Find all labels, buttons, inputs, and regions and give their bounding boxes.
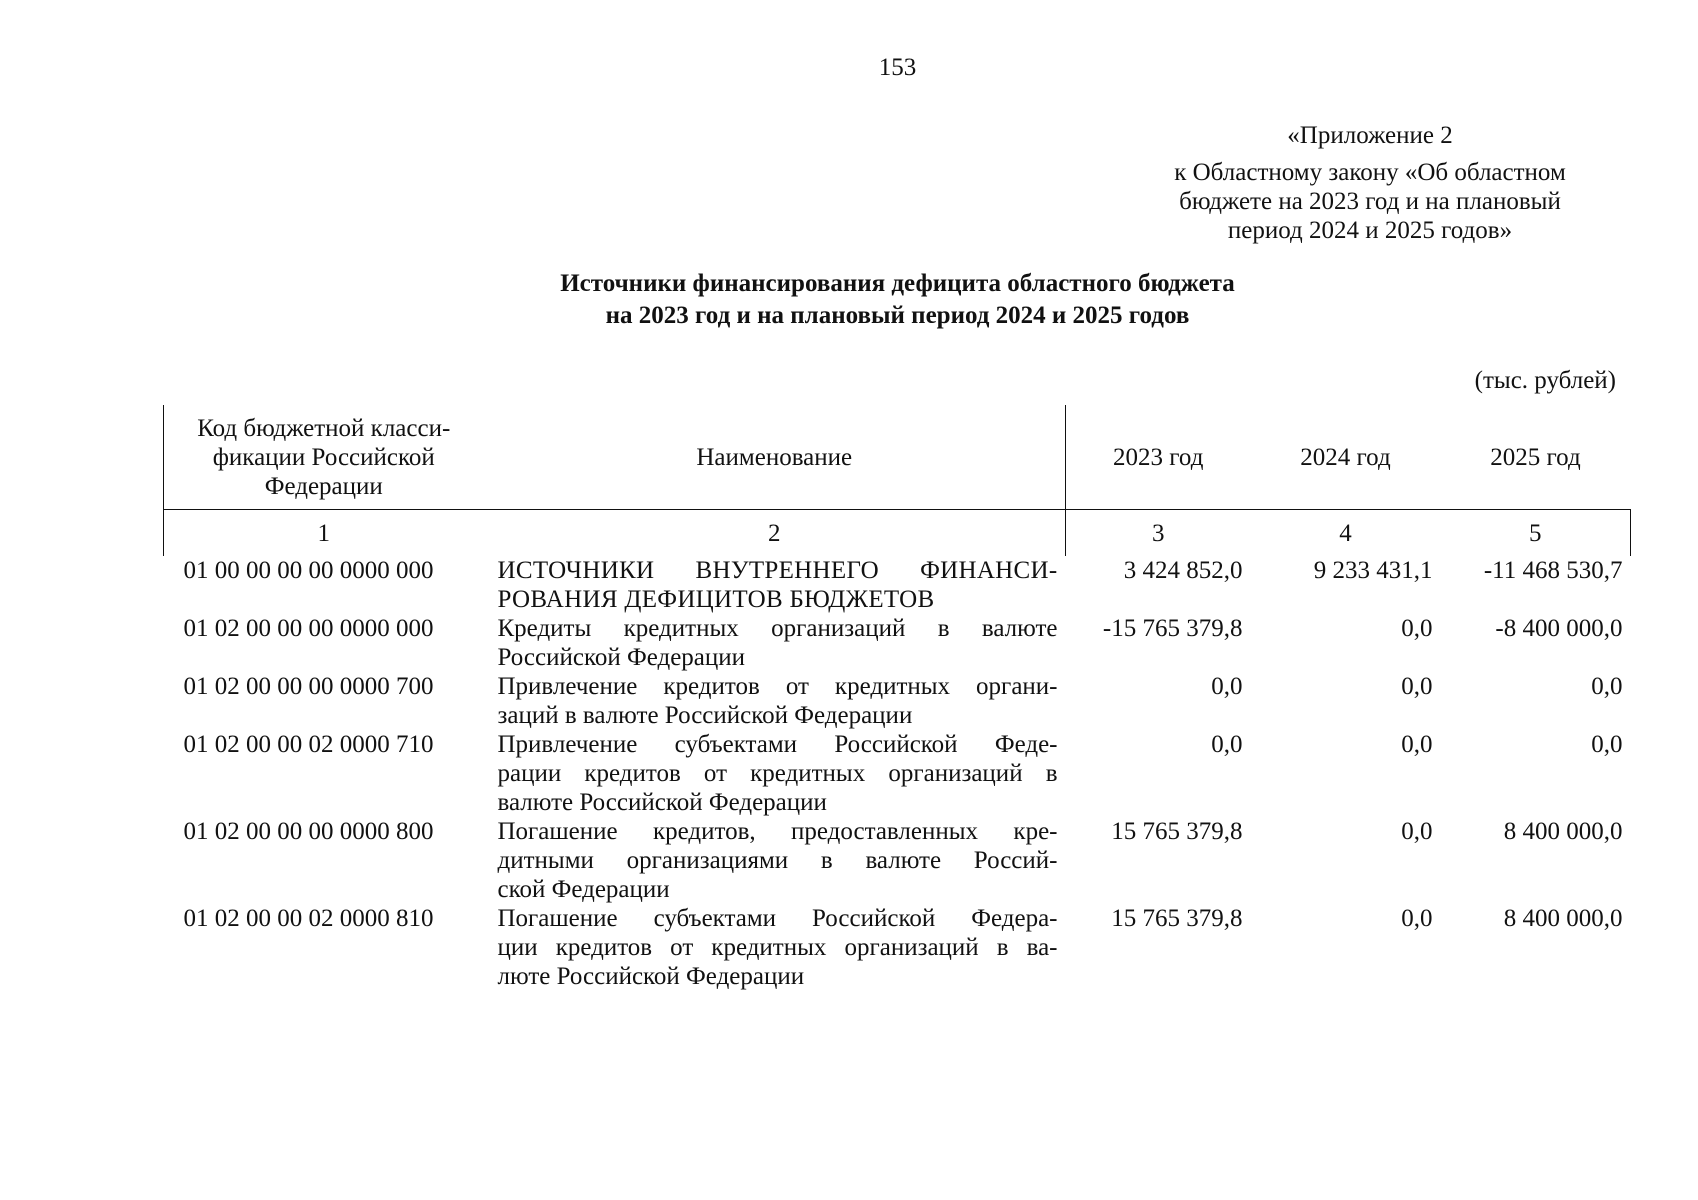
appendix-reference-line: к Областному закону «Об областном — [1174, 159, 1566, 186]
amount-2023: 3 424 852,0 — [1123, 557, 1243, 584]
header-2025: 2025 год — [1490, 443, 1581, 471]
header-code-line: Федерации — [264, 472, 383, 500]
appendix-title: «Приложение 2 — [1287, 122, 1453, 149]
budget-code: 01 02 00 00 00 0000 700 — [183, 673, 434, 700]
column-number: 4 — [1251, 510, 1441, 557]
document-title-line: на 2023 год и на плановый период 2024 и 2025 годов — [605, 302, 1190, 329]
source-name-line: рации кредитов от кредитных организаций в — [497, 760, 1058, 787]
source-name-line: ской Федерации — [497, 876, 670, 903]
table-row — [164, 730, 1631, 817]
amount-2025: -8 400 000,0 — [1495, 615, 1623, 642]
source-name — [484, 730, 1066, 817]
source-name — [484, 672, 1066, 730]
source-name-line: Погашение кредитов, предоставленных кре- — [497, 818, 1058, 845]
table-header-row — [164, 405, 1631, 510]
source-name-line: валюте Российской Федерации — [497, 789, 827, 816]
column-number: 2 — [484, 510, 1066, 557]
source-name-line: Погашение субъектами Российской Федера- — [497, 905, 1058, 932]
source-name-line: Привлечение кредитов от кредитных органи- — [497, 673, 1058, 700]
amount-2024: 0,0 — [1401, 905, 1433, 932]
table-row — [164, 904, 1631, 991]
financing-sources-table — [163, 405, 1631, 991]
source-name-line: дитными организациями в валюте Россий- — [497, 847, 1058, 874]
source-name-line: Привлечение субъектами Российской Феде- — [497, 731, 1058, 758]
source-name — [484, 904, 1066, 991]
source-name — [484, 614, 1066, 672]
source-name-line: заций в валюте Российской Федерации — [497, 702, 913, 729]
source-name — [484, 556, 1066, 614]
header-code-line: фикации Российской — [212, 443, 435, 471]
source-name-line: РОВАНИЯ ДЕФИЦИТОВ БЮДЖЕТОВ — [497, 586, 935, 613]
budget-code: 01 00 00 00 00 0000 000 — [183, 557, 434, 584]
column-number: 5 — [1441, 510, 1631, 557]
source-name-line: ции кредитов от кредитных организаций в ва- — [497, 934, 1058, 961]
amount-2025: 8 400 000,0 — [1503, 818, 1623, 845]
budget-code: 01 02 00 00 00 0000 800 — [183, 818, 434, 845]
source-name-line: Российской Федерации — [497, 644, 746, 671]
table-row — [164, 672, 1631, 730]
column-number: 1 — [164, 510, 484, 557]
table-row — [164, 614, 1631, 672]
amount-2024: 0,0 — [1401, 673, 1433, 700]
table-row — [164, 556, 1631, 614]
amount-2025: -11 468 530,7 — [1483, 557, 1623, 584]
budget-code: 01 02 00 00 00 0000 000 — [183, 615, 434, 642]
amount-2024: 0,0 — [1401, 731, 1433, 758]
header-name: Наименование — [484, 405, 1066, 510]
page-number: 153 — [878, 54, 917, 81]
column-number: 3 — [1066, 510, 1251, 557]
budget-code: 01 02 00 00 02 0000 710 — [183, 731, 434, 758]
appendix-reference-line: период 2024 и 2025 годов» — [1227, 217, 1513, 244]
amount-2023: -15 765 379,8 — [1102, 615, 1243, 642]
units-note: (тыс. рублей) — [1474, 367, 1616, 394]
amount-2023: 15 765 379,8 — [1111, 905, 1243, 932]
amount-2023: 0,0 — [1211, 731, 1243, 758]
amount-2023: 0,0 — [1211, 673, 1243, 700]
source-name-line: люте Российской Федерации — [497, 963, 805, 990]
source-name-line: ИСТОЧНИКИ ВНУТРЕННЕГО ФИНАНСИ- — [497, 557, 1058, 584]
amount-2025: 0,0 — [1591, 673, 1623, 700]
amount-2024: 9 233 431,1 — [1313, 557, 1433, 584]
header-2023: 2023 год — [1113, 443, 1204, 471]
appendix-reference-line: бюджете на 2023 год и на плановый — [1179, 188, 1561, 215]
amount-2024: 0,0 — [1401, 818, 1433, 845]
column-number-row — [164, 510, 1631, 557]
header-code — [164, 405, 484, 510]
amount-2025: 0,0 — [1591, 731, 1623, 758]
amount-2025: 8 400 000,0 — [1503, 905, 1623, 932]
header-2024: 2024 год — [1300, 443, 1391, 471]
table-row — [164, 817, 1631, 904]
header-code-line: Код бюджетной класси- — [197, 414, 451, 442]
source-name-line: Кредиты кредитных организаций в валюте — [497, 615, 1058, 642]
appendix-reference — [1140, 158, 1600, 245]
amount-2024: 0,0 — [1401, 615, 1433, 642]
source-name — [484, 817, 1066, 904]
budget-code: 01 02 00 00 02 0000 810 — [183, 905, 434, 932]
document-title — [0, 268, 1698, 332]
document-title-line: Источники финансирования дефицита областного бюджета — [560, 270, 1235, 297]
amount-2023: 15 765 379,8 — [1111, 818, 1243, 845]
